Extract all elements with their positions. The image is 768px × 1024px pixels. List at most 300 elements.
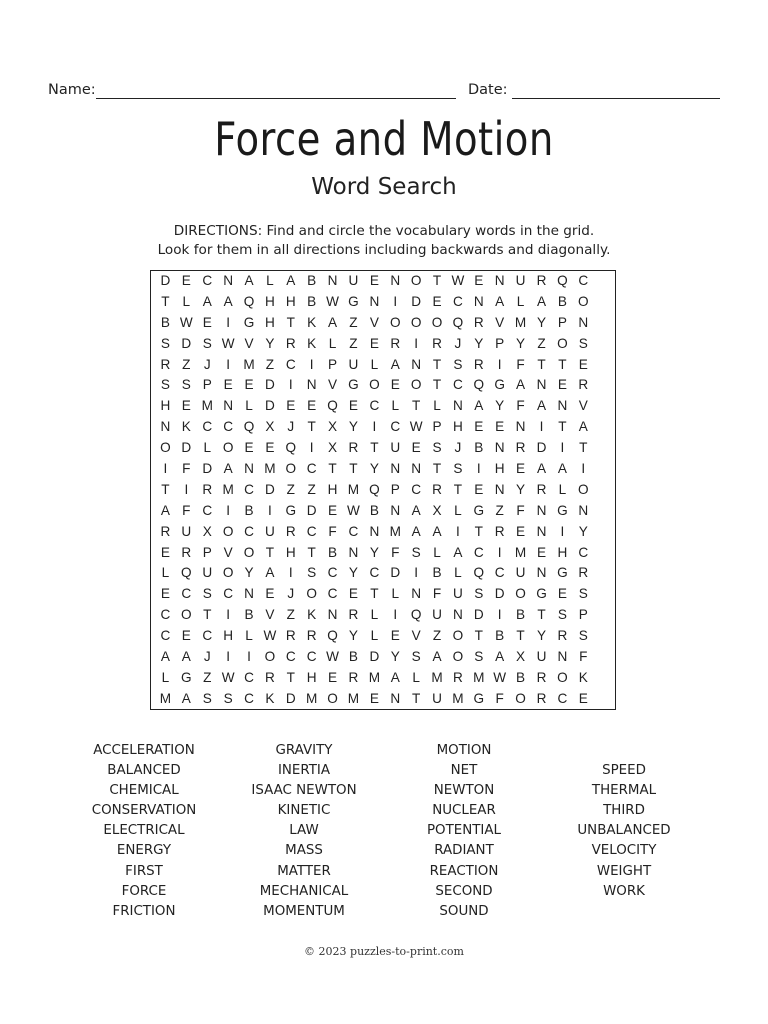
grid-letter[interactable]: E — [411, 440, 421, 456]
grid-letter[interactable]: E — [390, 628, 400, 644]
grid-letter[interactable]: K — [265, 690, 275, 706]
grid-letter[interactable]: M — [347, 481, 360, 497]
grid-letter[interactable]: M — [243, 356, 255, 372]
grid-letter[interactable]: E — [307, 398, 317, 414]
grid-letter[interactable]: L — [412, 669, 420, 685]
grid-letter[interactable]: T — [432, 356, 442, 372]
grid-letter[interactable]: I — [288, 565, 293, 581]
grid-letter[interactable]: G — [536, 586, 547, 602]
grid-letter[interactable]: H — [494, 461, 505, 477]
grid-letter[interactable]: T — [161, 481, 170, 497]
grid-letter[interactable]: N — [536, 565, 547, 581]
grid-letter[interactable]: C — [578, 544, 589, 560]
grid-letter[interactable]: C — [327, 565, 338, 581]
grid-letter[interactable]: L — [558, 481, 567, 497]
grid-letter[interactable]: R — [432, 481, 442, 497]
grid-letter[interactable]: B — [307, 273, 317, 288]
grid-letter[interactable]: O — [160, 440, 171, 456]
grid-letter[interactable]: G — [557, 502, 568, 518]
grid-letter[interactable]: U — [432, 607, 442, 623]
grid-letter[interactable]: B — [516, 607, 526, 623]
grid-letter[interactable]: C — [453, 377, 463, 393]
grid-letter[interactable]: Y — [244, 565, 254, 581]
grid-letter[interactable]: W — [451, 273, 465, 288]
grid-letter[interactable]: C — [557, 690, 568, 706]
grid-letter[interactable]: R — [473, 314, 484, 330]
grid-letter[interactable]: O — [327, 690, 338, 706]
grid-letter[interactable]: T — [203, 607, 212, 623]
grid-letter[interactable]: M — [368, 669, 381, 685]
date-field-line[interactable] — [512, 98, 720, 99]
grid-letter[interactable]: A — [432, 523, 442, 539]
grid-letter[interactable]: U — [390, 440, 401, 456]
grid-letter[interactable]: M — [222, 481, 234, 497]
grid-letter[interactable]: N — [327, 273, 338, 288]
grid-letter[interactable]: L — [161, 565, 170, 581]
grid-letter[interactable]: W — [221, 669, 235, 685]
grid-letter[interactable]: I — [247, 649, 251, 665]
grid-letter[interactable]: R — [160, 356, 171, 372]
grid-letter[interactable]: A — [495, 293, 505, 309]
grid-letter[interactable]: L — [370, 628, 379, 644]
grid-letter[interactable]: R — [306, 628, 317, 644]
grid-letter[interactable]: N — [160, 419, 171, 435]
grid-letter[interactable]: T — [558, 356, 567, 372]
grid-letter[interactable]: E — [432, 293, 442, 309]
grid-letter[interactable]: E — [223, 377, 233, 393]
grid-letter[interactable]: C — [160, 628, 171, 644]
grid-letter[interactable]: C — [223, 586, 234, 602]
grid-letter[interactable]: E — [474, 419, 484, 435]
grid-letter[interactable]: W — [493, 669, 507, 685]
grid-letter[interactable]: U — [453, 586, 463, 602]
grid-letter[interactable]: D — [411, 293, 422, 309]
grid-letter[interactable]: V — [369, 314, 379, 330]
grid-letter[interactable]: F — [391, 544, 400, 560]
grid-letter[interactable]: C — [306, 649, 317, 665]
grid-letter[interactable]: T — [579, 440, 588, 456]
grid-letter[interactable]: Z — [537, 335, 546, 351]
grid-letter[interactable]: O — [410, 314, 422, 330]
grid-letter[interactable]: I — [268, 502, 272, 518]
grid-letter[interactable]: B — [348, 649, 358, 665]
grid-letter[interactable]: D — [181, 335, 192, 351]
grid-letter[interactable]: S — [578, 628, 588, 644]
grid-letter[interactable]: W — [179, 314, 193, 330]
grid-letter[interactable]: I — [456, 523, 460, 539]
grid-letter[interactable]: C — [244, 481, 254, 497]
grid-letter[interactable]: N — [306, 377, 317, 393]
grid-letter[interactable]: C — [453, 293, 463, 309]
grid-letter[interactable]: R — [390, 335, 401, 351]
grid-letter[interactable]: D — [264, 377, 275, 393]
grid-letter[interactable]: A — [286, 273, 296, 288]
grid-letter[interactable]: S — [202, 690, 212, 706]
grid-letter[interactable]: U — [515, 565, 526, 581]
grid-letter[interactable]: R — [264, 669, 275, 685]
grid-letter[interactable]: Q — [369, 481, 380, 497]
grid-letter[interactable]: M — [452, 690, 464, 706]
grid-letter[interactable]: T — [558, 419, 567, 435]
grid-letter[interactable]: Q — [452, 314, 464, 330]
grid-letter[interactable]: Z — [349, 314, 358, 330]
grid-letter[interactable]: H — [223, 628, 234, 644]
grid-letter[interactable]: A — [390, 356, 400, 372]
grid-letter[interactable]: M — [431, 669, 443, 685]
grid-letter[interactable]: P — [202, 544, 212, 560]
grid-letter[interactable]: T — [432, 461, 442, 477]
grid-letter[interactable]: A — [223, 293, 233, 309]
grid-letter[interactable]: Z — [349, 335, 358, 351]
grid-letter[interactable]: N — [411, 356, 422, 372]
grid-letter[interactable]: N — [369, 293, 380, 309]
grid-letter[interactable]: S — [474, 649, 484, 665]
grid-letter[interactable]: O — [452, 649, 464, 665]
grid-letter[interactable]: Q — [473, 565, 485, 581]
grid-letter[interactable]: O — [285, 461, 297, 477]
grid-letter[interactable]: C — [473, 544, 484, 560]
grid-letter[interactable]: V — [578, 398, 588, 414]
grid-letter[interactable]: R — [536, 690, 547, 706]
grid-letter[interactable]: L — [266, 273, 274, 288]
grid-letter[interactable]: P — [495, 335, 505, 351]
grid-letter[interactable]: M — [514, 314, 527, 330]
grid-letter[interactable]: F — [182, 461, 191, 477]
grid-letter[interactable]: E — [474, 481, 484, 497]
grid-letter[interactable]: S — [578, 586, 588, 602]
grid-letter[interactable]: A — [202, 293, 212, 309]
grid-letter[interactable]: C — [390, 419, 401, 435]
grid-letter[interactable]: P — [432, 419, 442, 435]
grid-letter[interactable]: C — [578, 273, 589, 288]
grid-letter[interactable]: I — [226, 607, 230, 623]
grid-letter[interactable]: F — [432, 586, 442, 602]
grid-letter[interactable]: X — [265, 419, 275, 435]
grid-letter[interactable]: C — [285, 356, 296, 372]
grid-letter[interactable]: N — [453, 398, 463, 414]
grid-letter[interactable]: C — [202, 502, 213, 518]
grid-letter[interactable]: R — [557, 628, 568, 644]
grid-letter[interactable]: P — [328, 356, 338, 372]
grid-letter[interactable]: O — [431, 314, 443, 330]
grid-letter[interactable]: I — [560, 523, 565, 539]
grid-letter[interactable]: C — [181, 586, 192, 602]
grid-letter[interactable]: I — [581, 461, 586, 477]
grid-letter[interactable]: N — [536, 377, 547, 393]
grid-letter[interactable]: V — [223, 544, 233, 560]
grid-letter[interactable]: P — [578, 607, 588, 623]
grid-letter[interactable]: E — [286, 398, 296, 414]
grid-letter[interactable]: Z — [495, 502, 504, 518]
grid-letter[interactable]: L — [391, 586, 400, 602]
grid-letter[interactable]: R — [160, 523, 171, 539]
grid-letter[interactable]: R — [285, 523, 296, 539]
grid-letter[interactable]: J — [203, 649, 211, 665]
grid-letter[interactable]: Q — [473, 377, 485, 393]
grid-letter[interactable]: C — [202, 628, 213, 644]
grid-letter[interactable]: N — [348, 544, 359, 560]
grid-letter[interactable]: N — [369, 523, 380, 539]
grid-letter[interactable]: W — [347, 502, 360, 518]
grid-letter[interactable]: A — [557, 461, 567, 477]
grid-letter[interactable]: R — [536, 481, 547, 497]
grid-letter[interactable]: S — [453, 356, 463, 372]
grid-letter[interactable]: Q — [243, 293, 255, 309]
grid-letter[interactable]: S — [160, 335, 170, 351]
grid-letter[interactable]: T — [265, 544, 275, 560]
grid-letter[interactable]: U — [348, 356, 359, 372]
grid-letter[interactable]: T — [307, 419, 316, 435]
grid-letter[interactable]: Z — [307, 481, 316, 497]
grid-letter[interactable]: E — [474, 273, 484, 288]
grid-letter[interactable]: L — [391, 398, 400, 414]
grid-letter[interactable]: N — [244, 461, 254, 477]
grid-letter[interactable]: G — [348, 377, 359, 393]
grid-letter[interactable]: A — [578, 419, 588, 435]
grid-letter[interactable]: S — [432, 440, 442, 456]
grid-letter[interactable]: M — [159, 690, 172, 706]
grid-letter[interactable]: R — [578, 565, 589, 581]
grid-letter[interactable]: A — [411, 523, 421, 539]
grid-letter[interactable]: E — [181, 628, 191, 644]
grid-letter[interactable]: A — [536, 461, 547, 477]
grid-letter[interactable]: I — [226, 649, 230, 665]
grid-letter[interactable]: B — [474, 440, 484, 456]
grid-letter[interactable]: M — [514, 544, 527, 560]
grid-letter[interactable]: I — [184, 481, 189, 497]
grid-letter[interactable]: N — [557, 649, 568, 665]
grid-letter[interactable]: O — [222, 440, 234, 456]
grid-letter[interactable]: K — [578, 669, 588, 685]
grid-letter[interactable]: Q — [285, 440, 297, 456]
grid-letter[interactable]: L — [245, 398, 253, 414]
grid-letter[interactable]: F — [495, 690, 504, 706]
grid-letter[interactable]: D — [264, 481, 275, 497]
grid-letter[interactable]: O — [557, 335, 568, 351]
grid-letter[interactable]: E — [516, 523, 526, 539]
grid-letter[interactable]: S — [411, 544, 421, 560]
grid-letter[interactable]: I — [309, 356, 314, 372]
grid-letter[interactable]: T — [537, 607, 546, 623]
grid-letter[interactable]: J — [454, 335, 462, 351]
grid-letter[interactable]: C — [348, 523, 359, 539]
grid-letter[interactable]: D — [369, 649, 380, 665]
grid-letter[interactable]: G — [243, 314, 255, 330]
grid-letter[interactable]: N — [494, 440, 505, 456]
grid-letter[interactable]: N — [515, 419, 526, 435]
grid-letter[interactable]: E — [328, 502, 338, 518]
grid-letter[interactable]: R — [285, 628, 296, 644]
grid-letter[interactable]: S — [160, 377, 170, 393]
grid-letter[interactable]: H — [327, 481, 338, 497]
grid-letter[interactable]: C — [369, 565, 380, 581]
grid-letter[interactable]: E — [160, 544, 170, 560]
grid-letter[interactable]: T — [286, 669, 295, 685]
grid-letter[interactable]: S — [578, 335, 588, 351]
grid-letter[interactable]: U — [515, 273, 526, 288]
grid-letter[interactable]: T — [432, 377, 442, 393]
grid-letter[interactable]: V — [495, 314, 505, 330]
grid-letter[interactable]: I — [476, 461, 481, 477]
grid-letter[interactable]: E — [557, 586, 567, 602]
grid-letter[interactable]: T — [474, 628, 483, 644]
grid-letter[interactable]: R — [348, 669, 359, 685]
grid-letter[interactable]: N — [390, 690, 401, 706]
grid-letter[interactable]: G — [181, 669, 192, 685]
grid-letter[interactable]: S — [411, 649, 421, 665]
grid-letter[interactable]: A — [536, 398, 547, 414]
grid-letter[interactable]: C — [494, 565, 505, 581]
grid-letter[interactable]: G — [557, 565, 568, 581]
grid-letter[interactable]: A — [411, 502, 421, 518]
grid-letter[interactable]: A — [223, 461, 233, 477]
grid-letter[interactable]: A — [244, 273, 254, 288]
grid-letter[interactable]: C — [327, 586, 338, 602]
grid-letter[interactable]: E — [181, 273, 191, 288]
grid-letter[interactable]: R — [536, 669, 547, 685]
grid-letter[interactable]: E — [160, 586, 170, 602]
grid-letter[interactable]: L — [454, 502, 462, 518]
grid-letter[interactable]: F — [516, 502, 525, 518]
grid-letter[interactable]: L — [203, 440, 211, 456]
grid-letter[interactable]: R — [285, 335, 296, 351]
grid-letter[interactable]: W — [409, 419, 423, 435]
grid-letter[interactable]: O — [222, 565, 234, 581]
grid-letter[interactable]: J — [287, 586, 295, 602]
grid-letter[interactable]: E — [516, 461, 526, 477]
grid-letter[interactable]: I — [309, 440, 314, 456]
grid-letter[interactable]: O — [306, 586, 317, 602]
grid-letter[interactable]: A — [328, 314, 338, 330]
grid-letter[interactable]: L — [516, 293, 525, 309]
grid-letter[interactable]: H — [264, 314, 275, 330]
grid-letter[interactable]: O — [243, 544, 255, 560]
grid-letter[interactable]: E — [244, 377, 254, 393]
grid-letter[interactable]: N — [557, 398, 568, 414]
grid-letter[interactable]: J — [203, 356, 211, 372]
grid-letter[interactable]: T — [432, 273, 442, 288]
grid-letter[interactable]: A — [390, 669, 400, 685]
grid-letter[interactable]: I — [560, 440, 565, 456]
grid-letter[interactable]: H — [557, 544, 568, 560]
grid-letter[interactable]: N — [578, 502, 589, 518]
grid-letter[interactable]: S — [557, 607, 567, 623]
grid-letter[interactable]: D — [390, 565, 401, 581]
grid-letter[interactable]: R — [432, 335, 442, 351]
grid-letter[interactable]: Z — [286, 607, 295, 623]
grid-letter[interactable]: H — [160, 398, 171, 414]
grid-letter[interactable]: O — [515, 586, 526, 602]
grid-letter[interactable]: D — [536, 440, 547, 456]
grid-letter[interactable]: Q — [410, 607, 422, 623]
grid-letter[interactable]: N — [223, 398, 234, 414]
grid-letter[interactable]: T — [474, 523, 483, 539]
grid-letter[interactable]: I — [414, 565, 419, 581]
grid-letter[interactable]: I — [163, 461, 168, 477]
grid-letter[interactable]: I — [414, 335, 419, 351]
grid-letter[interactable]: I — [539, 419, 544, 435]
grid-letter[interactable]: S — [181, 377, 191, 393]
grid-letter[interactable]: G — [285, 502, 297, 518]
grid-letter[interactable]: A — [160, 649, 170, 665]
grid-letter[interactable]: E — [369, 273, 379, 288]
grid-letter[interactable]: F — [516, 398, 525, 414]
grid-letter[interactable]: A — [181, 649, 191, 665]
grid-letter[interactable]: N — [578, 314, 589, 330]
grid-letter[interactable]: B — [495, 628, 505, 644]
grid-letter[interactable]: A — [432, 649, 442, 665]
grid-letter[interactable]: O — [389, 314, 401, 330]
grid-letter[interactable]: A — [181, 690, 191, 706]
grid-letter[interactable]: Z — [265, 356, 275, 372]
grid-letter[interactable]: C — [160, 607, 171, 623]
grid-letter[interactable]: Y — [474, 335, 484, 351]
grid-letter[interactable]: R — [181, 544, 192, 560]
grid-letter[interactable]: B — [307, 293, 317, 309]
grid-letter[interactable]: E — [181, 398, 191, 414]
grid-letter[interactable]: R — [536, 273, 547, 288]
grid-letter[interactable]: Y — [265, 335, 275, 351]
grid-letter[interactable]: O — [181, 607, 192, 623]
grid-letter[interactable]: Z — [432, 628, 442, 644]
grid-letter[interactable]: P — [390, 481, 400, 497]
grid-letter[interactable]: T — [349, 461, 358, 477]
grid-letter[interactable]: M — [201, 398, 213, 414]
name-field-line[interactable] — [96, 98, 456, 99]
grid-letter[interactable]: Y — [536, 628, 547, 644]
grid-letter[interactable]: I — [226, 502, 230, 518]
grid-letter[interactable]: C — [369, 398, 380, 414]
grid-letter[interactable]: U — [264, 523, 275, 539]
grid-letter[interactable]: H — [453, 419, 463, 435]
grid-letter[interactable]: Y — [578, 523, 588, 539]
grid-letter[interactable]: T — [370, 440, 379, 456]
grid-letter[interactable]: Z — [182, 356, 191, 372]
grid-letter[interactable]: H — [285, 544, 296, 560]
grid-letter[interactable]: D — [306, 502, 317, 518]
grid-letter[interactable]: E — [369, 690, 379, 706]
grid-letter[interactable]: V — [244, 335, 254, 351]
grid-letter[interactable]: V — [265, 607, 275, 623]
grid-letter[interactable]: T — [453, 481, 463, 497]
grid-letter[interactable]: E — [557, 377, 567, 393]
grid-letter[interactable]: H — [264, 293, 275, 309]
grid-letter[interactable]: U — [202, 565, 213, 581]
grid-letter[interactable]: K — [307, 607, 317, 623]
grid-letter[interactable]: L — [161, 669, 170, 685]
grid-letter[interactable]: O — [369, 377, 380, 393]
grid-letter[interactable]: F — [516, 356, 525, 372]
grid-letter[interactable]: I — [226, 356, 230, 372]
grid-letter[interactable]: R — [202, 481, 213, 497]
grid-letter[interactable]: R — [473, 356, 484, 372]
grid-letter[interactable]: A — [495, 649, 505, 665]
grid-letter[interactable]: N — [411, 461, 422, 477]
grid-letter[interactable]: V — [328, 377, 338, 393]
grid-letter[interactable]: Q — [181, 565, 192, 581]
grid-letter[interactable]: X — [328, 440, 338, 456]
grid-letter[interactable]: T — [411, 398, 421, 414]
grid-letter[interactable]: M — [473, 669, 485, 685]
grid-letter[interactable]: V — [411, 628, 421, 644]
grid-letter[interactable]: A — [265, 565, 275, 581]
grid-letter[interactable]: E — [244, 440, 254, 456]
grid-letter[interactable]: G — [494, 377, 505, 393]
grid-letter[interactable]: B — [328, 544, 338, 560]
grid-letter[interactable]: Y — [348, 565, 358, 581]
grid-letter[interactable]: L — [370, 356, 379, 372]
grid-letter[interactable]: K — [307, 314, 317, 330]
